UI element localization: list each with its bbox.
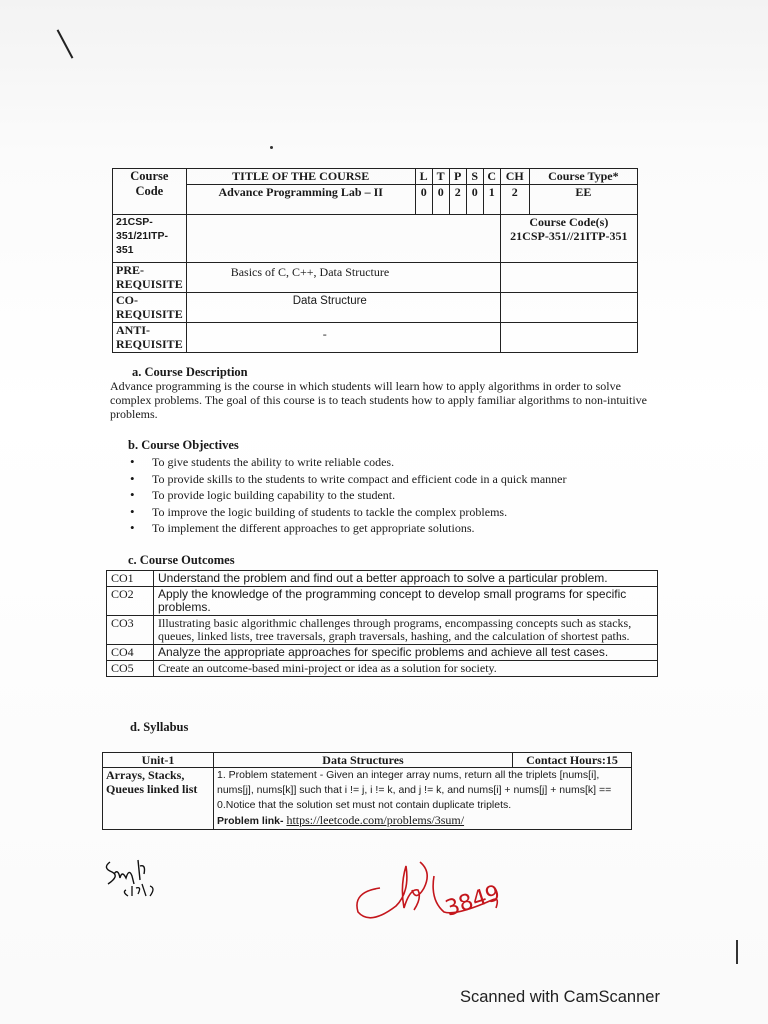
l-value: 0: [415, 185, 432, 215]
problem-link[interactable]: https://leetcode.com/problems/3sum/: [286, 813, 465, 827]
scanner-watermark: Scanned with CamScanner: [460, 988, 660, 1006]
empty-cell: [186, 215, 500, 263]
t-label: T: [432, 169, 449, 185]
problem-cell: [214, 768, 632, 830]
s-label: S: [466, 169, 483, 185]
outcome-text: Apply the knowledge of the programming concept to develop small programs for specific problems.: [154, 587, 658, 616]
prerequisite-extra: [500, 263, 637, 293]
outcome-code: CO1: [107, 571, 154, 587]
t-value: 0: [432, 185, 449, 215]
problem-link-label: Problem link-: [217, 815, 284, 827]
outcome-row: [107, 616, 658, 645]
course-codes-label: Course Code(s): [529, 215, 609, 229]
contact-hours: Contact Hours:15: [513, 753, 632, 768]
objective-item: • To implement the different approaches to get appropriate solutions.: [128, 520, 648, 537]
description-text: Advance programming is the course in which students will learn how to apply algorithms in order to solve complex problems. The goal of this course is to teach students how to apply familiar algorithms to non-intuitive problems.: [110, 379, 648, 421]
margin-mark: [736, 940, 738, 964]
unit-label: Unit-1: [103, 753, 214, 768]
outcome-text: Understand the problem and find out a better approach to solve a particular problem.: [154, 571, 658, 587]
outcome-code: CO3: [107, 616, 154, 645]
course-code-label: Course Code: [113, 169, 187, 215]
signature-number: 3849: [442, 880, 504, 922]
objectives-heading: b. Course Objectives: [128, 438, 239, 452]
ink-dot: [270, 146, 273, 149]
outcomes-heading: c. Course Outcomes: [128, 553, 235, 567]
ch-value: 2: [500, 185, 529, 215]
handwritten-signature-2: [350, 852, 530, 932]
outcome-row: [107, 571, 658, 587]
s-value: 0: [466, 185, 483, 215]
objective-item: • To provide logic building capability to the student.: [128, 487, 648, 504]
course-header-table: [112, 168, 638, 353]
corequisite-value: Data Structure: [186, 293, 500, 323]
course-title: Advance Programming Lab – II: [186, 185, 415, 215]
prerequisite-value: Basics of C, C++, Data Structure: [186, 263, 500, 293]
unit-topics: Arrays, Stacks, Queues linked list: [103, 768, 214, 830]
outcome-text: Analyze the appropriate approaches for specific problems and achieve all test cases.: [154, 645, 658, 661]
outcome-text: Illustrating basic algorithmic challenges through programs, encompassing concepts such as stacks, queues, linked lists, tree traversals, graph traversals, hashing, and the calculation of shortest paths.: [154, 616, 658, 645]
outcome-row: [107, 587, 658, 616]
handwritten-signature-1: [96, 852, 176, 902]
syllabus-table: [102, 752, 632, 830]
title-label: TITLE OF THE COURSE: [186, 169, 415, 185]
objective-item: • To improve the logic building of students to tackle the complex problems.: [128, 504, 648, 521]
code-cell: 21CSP-351/21ITP-351: [113, 215, 187, 263]
c-value: 1: [483, 185, 500, 215]
prerequisite-label: PRE-REQUISITE: [113, 263, 187, 293]
pen-mark: [57, 29, 74, 58]
p-label: P: [449, 169, 466, 185]
course-type-value: EE: [529, 185, 637, 215]
ch-label: CH: [500, 169, 529, 185]
outcome-row: [107, 645, 658, 661]
syllabus-heading: d. Syllabus: [130, 720, 189, 734]
objectives-list: [128, 454, 648, 537]
c-label: C: [483, 169, 500, 185]
outcome-code: CO5: [107, 661, 154, 677]
objective-item: • To give students the ability to write reliable codes.: [128, 454, 648, 471]
course-codes-value: 21CSP-351//21ITP-351: [510, 229, 628, 243]
outcome-text: Create an outcome-based mini-project or idea as a solution for society.: [154, 661, 658, 677]
outcome-code: CO4: [107, 645, 154, 661]
p-value: 2: [449, 185, 466, 215]
outcome-row: [107, 661, 658, 677]
antirequisite-extra: [500, 323, 637, 353]
course-type-label: Course Type*: [529, 169, 637, 185]
corequisite-extra: [500, 293, 637, 323]
description-heading: a. Course Description: [132, 365, 248, 379]
objective-item: • To provide skills to the students to write compact and efficient code in a quick manner: [128, 471, 648, 488]
corequisite-label: CO-REQUISITE: [113, 293, 187, 323]
outcome-code: CO2: [107, 587, 154, 616]
unit-topic: Data Structures: [214, 753, 513, 768]
problem-statement: 1. Problem statement - Given an integer array nums, return all the triplets [nums[i], nums[j], nums[k]] such that i != j, i != k, and j != k, and nums[i] + nums[j] + nums[k] == 0.Notice that the solution set must not contain duplicate triplets.: [217, 769, 612, 811]
l-label: L: [415, 169, 432, 185]
outcomes-table: [106, 570, 658, 677]
antirequisite-value: -: [186, 323, 500, 353]
antirequisite-label: ANTI-REQUISITE: [113, 323, 187, 353]
course-codes-cell: [500, 215, 637, 263]
